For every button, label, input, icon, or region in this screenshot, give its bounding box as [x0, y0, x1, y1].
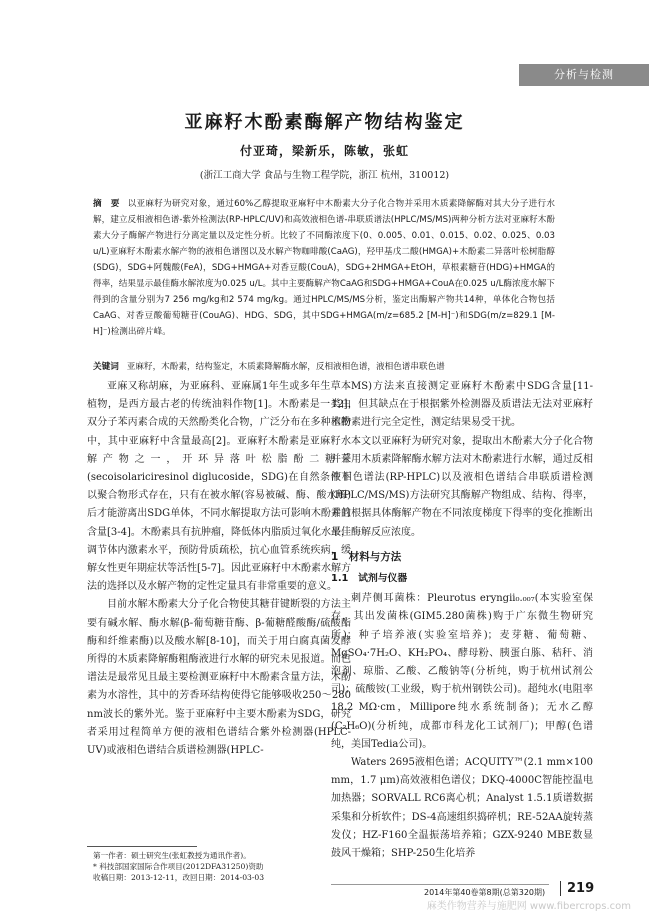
- footnote-author: 第一作者：硕士研究生(张虹教授为通讯作者)。: [93, 851, 251, 860]
- keywords-text: 亚麻籽，木酚素，结构鉴定，木质素降解酶水解，反相液相色谱，液相色谱串联色谱: [126, 362, 445, 372]
- body-paragraph: 亚麻又称胡麻，为亚麻科、亚麻属1年生或多年生草本植物，是西方最古老的传统油料作物[1]。木酚素是一类由双分子苯丙素合成的天然酚类化合物，广泛分布在多种植物中，其中亚麻籽中含量最高[2]。亚麻籽木酚素是亚麻籽水解产物之一，开环异落叶松脂酚二糖苷(secoisolariciresinol diglucoside，SDG)在自然条件下以聚合物形式存在，只有在被水解(容易被碱、酶、酸水解)后才能游离出SDG单体，不同水解提取方法可影响木酚素的含量[3-4]。木酚素具有抗肿瘤，降低体内脂质过氧化水平，调节体内激素水平，预防骨质疏松，抗心血管系统疾病，缓解女性更年期症状等活性[5-7]。因此亚麻籽中木酚素水解方法的选择以及水解产物的定性定量具有非常重要的意义。: [87, 381, 351, 593]
- issue-info: 2014年第40卷第8期(总第320期): [424, 888, 546, 897]
- page-number: 219: [560, 881, 594, 896]
- keywords-label: 关键词: [93, 362, 119, 372]
- section-tag: 分析与检测: [519, 64, 649, 86]
- body-paragraph: 目前水解木酚素大分子化合物使其糖苷键断裂的方法主要有碱水解、酶水解(β-葡萄糖苷酶、β-葡糖醛酸酶/硫酸酯酶和纤维素酶)以及酸水解[8-10]，而关于用白腐真菌发酵所得的木质素降解酶粗酶液进行水解的研究未见报道。而色谱法是最常见且最主要检测亚麻籽中木酚素含量方法，木酚素为水溶性，其中的芳香环结构使得它能够吸收250～280 nm波长的紫外光。鉴于亚麻籽中主要木酚素为SDG，研究者采用过程简单方便的液相色谱结合紫外检测器(HPLC-UV)或液相色谱结合质谱检测器(HPLC-: [87, 599, 351, 757]
- watermark-text: 麻类作物营养与施肥网 www.fibercrops.com: [426, 901, 631, 912]
- abstract-block: [93, 196, 555, 340]
- footnote-fund: * 科技部国家国际合作项目(2012DFA31250)资助: [93, 862, 264, 871]
- body-paragraph: MS)方法来直接测定亚麻籽木酚素中SDG含量[11-12]，但其缺点在于根据紫外检测器及质谱法无法对亚麻籽木酚素进行完全定性，测定结果易受干扰。: [331, 381, 593, 429]
- footnote-received: 收稿日期：2013-12-11，改回日期：2014-03-03: [93, 873, 265, 882]
- footer-divider: [331, 884, 549, 885]
- instruments-paragraph: Waters 2695液相色谱；ACQUITY™(2.1 mm×100 mm，1.7 μm)高效液相色谱仪；DKQ-4000C智能控温电加热器；SORVALL RC6离心机；Analyst 1.5.1质谱数据采集和分析软件；DS-4高速组织捣碎机；RE-52AA旋转蒸发仪；HZ-F160全温振荡培养箱；GZX-9240 MBE数显鼓风干燥箱；SHP-250生化培养: [331, 757, 593, 860]
- article-authors: 付亚琦，梁新乐，陈敏，张虹: [239, 144, 409, 158]
- article-title: 亚麻籽木酚素酶解产物结构鉴定: [184, 112, 465, 133]
- footnote-divider: [87, 846, 197, 847]
- keywords-block: [93, 360, 555, 375]
- abstract-label: 摘 要: [93, 199, 120, 209]
- footnotes: [87, 850, 351, 883]
- materials-paragraph: 刺芹侧耳菌株：Pleurotus eryngii₀.₀₀₇(本实验室保存，其出发菌株(GIM5.280菌株)购于广东微生物研究所)；种子培养液(实验室培养)；麦芽糖、葡萄糖、MgSO₄·7H₂O、KH₂PO₄、酵母粉、胰蛋白胨、秸秆、消泡剂、琼脂、乙酸、乙酸钠等(分析纯，购于杭州试剂公司)；硫酸铵(工业级，购于杭州钢铁公司)。超纯水(电阻率18.2 MΩ·cm，Millipore纯水系统制备)；无水乙醇(C₂H₆O)(分析纯，成都市科龙化工试剂厂)；甲醇(色谱纯，美国Tedia公司)。: [331, 593, 593, 750]
- subsection-heading: 1.1 试剂与仪器: [331, 573, 408, 585]
- section-heading: 1 材料与方法: [331, 550, 402, 563]
- body-paragraph: 本文以亚麻籽为研究对象，提取出木酚素大分子化合物并采用木质素降解酶水解方法对木酚素进行水解，通过反相液相色谱法(RP-HPLC)以及液相色谱结合串联质谱检测(HPLC/MS/MS)方法研究其酶解产物组成、结构、得率，并且根据具体酶解产物在不同浓度梯度下得率的变化推断出最佳酶解反应浓度。: [331, 435, 593, 538]
- right-column: [331, 378, 593, 863]
- abstract-text: 以亚麻籽为研究对象，通过60%乙醇提取亚麻籽中木酚素大分子化合物并采用木质素降解酶对其大分子进行水解，建立反相液相色谱-紫外检测法(RP-HPLC/UV)和高效液相色谱-串联质谱法(HPLC/MS/MS)两种分析方法对亚麻籽木酚素大分子酶解产物进行分离定量以及定性分析。比较了不同酶浓度下(0、0.005、0.01、0.015、0.02、0.025、0.03 u/L)亚麻籽木酚素水解产物的液相色谱图以及水解产物咖啡酸(CaAG)，羟甲基戊二酸(HMGA)+木酚素二异落叶松树脂醇(SDG)，SDG+阿魏酸(FeA)，SDG+HMGA+对香豆酸(CouA)，SDG+2HMGA+EtOH，草根素糖苷(HDG)+HMGA的得率，结果显示最佳酶水解浓度为0.025 u/L。其中主要酶解产物CaAG和SDG+HMGA+CouA在0.025 u/L酶浓度水解下得到的含量分别为7 256 mg/kg和2 574 mg/kg。通过HPLC/MS/MS分析，鉴定出酶解产物共14种，单体化合物包括CaAG、对香豆酸葡萄糖苷(CouAG)、HDG、SDG，其中SDG+HMGA(m/z=685.2 [M-H]⁻)和SDG(m/z=829.1 [M-H]⁻)检测出碎片峰。: [93, 199, 555, 337]
- article-affiliation: (浙江工商大学 食品与生物工程学院，浙江 杭州，310012): [199, 170, 450, 181]
- left-column: [87, 378, 351, 760]
